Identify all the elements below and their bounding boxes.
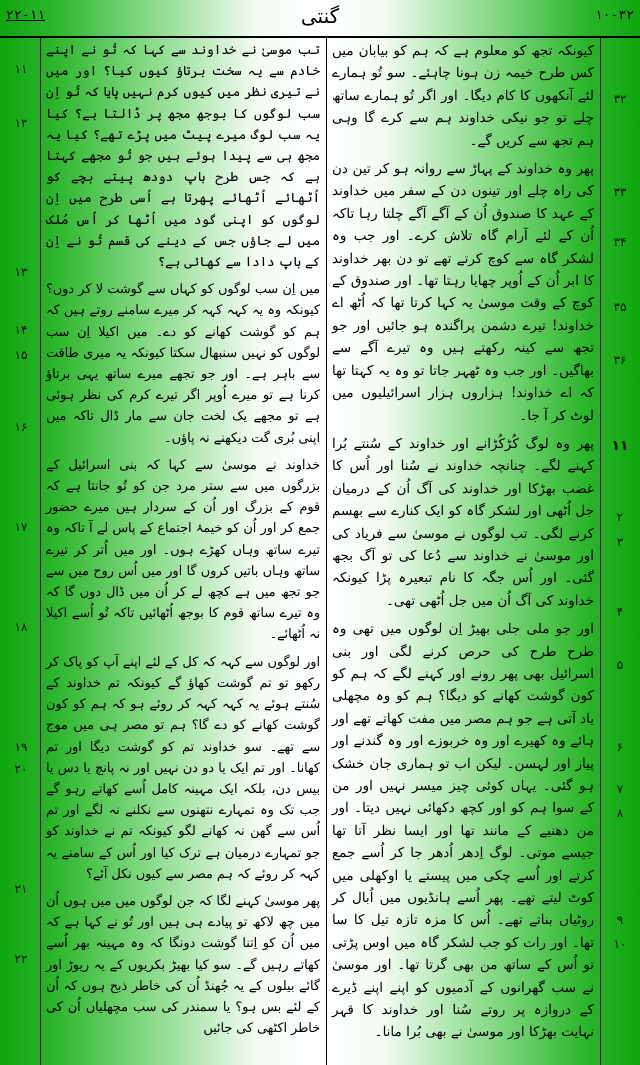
chapter-range-right: ۱۰-۳۲: [594, 8, 634, 23]
paragraph: اور جو ملی جلی بھیڑ اِن لوگوں میں تھی وہ طرح طرح کی حرص کرنے لگی اور بنی اسرائیل بھی پھر رونے اور کہنے لگے کہ ہم کو کون گوشت کھانے کو دیگا؟ ہم کو وہ مچھلی یاد آتی ہے جو ہم مصر میں مفت کھاتے تھے اور ہائے وہ کھیرے اور وہ خربوزے اور وہ گندنے اور پیاز اور لہسن۔ لیکن اب تو ہماری جان خشک ہو گئی۔ یہاں کوئی چیز میسر نہیں اور من کے سوا ہم کو اور کچھ دکھائی نہیں دیتا۔ اور من دھنیے کے مانند تھا اور ایسا نظر آتا تھا جیسے موتی۔ لوگ اِدھر اُدھر جا کر اُسے جمع کرتے اور اُسے چکی میں پیستے یا اوکھلی میں کوٹ لیتے تھے۔ پھر اُسے ہانڈیوں میں اُبال کر روٹیاں بناتے تھے۔ اُس کا مزہ تازہ تیل کا سا تھا۔ اور رات کو جب لشکر گاہ میں اوس پڑتی تو اُس کے ساتھ من بھی گرتا تھا۔ اور موسیٰ نے سب گھرانوں کے آدمیوں کو اپنے اپنے ڈیرے کے دروازہ پر روتے سُنا اور خداوند کا قہر نہایت بھڑکا اور موسیٰ نے بھی بُرا مانا۔: [332, 621, 594, 1041]
verse-number: ۳۶: [613, 353, 627, 367]
verse-number: ۷: [616, 782, 624, 796]
verse-number: ۸: [616, 806, 624, 820]
verse-number: ۱۳: [14, 265, 28, 279]
verse-number: ۲: [616, 510, 624, 524]
verse-number: ۱۴: [14, 323, 28, 337]
verse-number: ۳۲: [613, 92, 627, 106]
verse-number: ۱۰: [613, 937, 627, 951]
verse-number: ۱۵: [14, 348, 28, 362]
paragraph: کیونکہ تجھ کو معلوم ہے کہ ہم کو بیابان میں کس طرح خیمہ زن ہونا چاہئے۔ سو تُو ہمارے لئے آنکھوں کا کام دیگا۔ اور اگر تُو ہمارے ساتھ چلے تو جو نیکی خداوند ہم سے کرے گا وہی ہم تجھ سے کریں گے۔: [332, 43, 594, 149]
column-divider-center: [326, 36, 327, 1065]
verse-number: ۱۱: [14, 62, 28, 76]
column-divider-left: [40, 36, 41, 1065]
right-text-column: [332, 40, 594, 1050]
book-title: گنتی: [300, 4, 340, 28]
verse-number: ۹: [616, 913, 624, 927]
verse-number: ۱۲: [14, 116, 28, 130]
column-divider-right: [600, 36, 601, 1065]
verse-number: ۱۷: [14, 520, 28, 534]
paragraph: پھر وہ لوگ کُڑکُڑانے اور خداوند کے سُنتے بُرا کہنے لگے۔ چنانچہ خداوند نے سُنا اور اُس کا غضب بھڑکا اور خداوند کی آگ اُن کے درمیان جل اُٹھی اور لشکر گاہ کو ایک کنارے سے بھسم کرنے لگی۔ تب لوگوں نے موسیٰ سے فریاد کی اور موسیٰ نے خداوند سے دُعا کی تو آگ بجھ گئی۔ اور اُس جگہ کا نام تبعیرہ پڑا کیونکہ خداوند کی آگ اُن میں جل اُٹھی تھی۔: [332, 435, 594, 609]
page-header: [0, 0, 640, 38]
paragraph: میں اِن سب لوگوں کو کہاں سے گوشت لا کر دوں؟ کیونکہ وہ یہ کہہ کہہ کر میرے سامنے روتے ہیں کہ ہم کو گوشت کھانے کو دے۔ میں اکیلا اِن سب لوگوں کو نہیں سنبھال سکتا کیونکہ یہ میری طاقت سے باہر ہے۔ اور جو تجھے میرے ساتھ یہی برتاؤ کرنا ہے تو میرے اُوپر اگر تیرے کرم کی نظر ہوئی ہے تو مجھے یک لخت جان سے مار ڈال تاکہ میں اپنی بُری گت دیکھنے نہ پاؤں۔: [46, 282, 320, 446]
verse-number: ۱۶: [14, 420, 28, 434]
verse-number: ۱۹: [14, 740, 28, 754]
verse-number: ۳۳: [613, 185, 627, 199]
verse-number: ۱۸: [14, 620, 28, 634]
verse-number: ۳۴: [613, 235, 627, 249]
verse-number: ۲۰: [14, 762, 28, 776]
verse-number: ۳: [616, 535, 624, 549]
paragraph: اور لوگوں سے کہہ کہ کل کے لئے اپنے آپ کو پاک کر رکھو تو تم گوشت کھاؤ گے کیونکہ تم خداوند کے سُنتے ہوئے یہ کہہ کہہ کر روئے ہو کہ ہم کو کون گوشت کھانے کو دے گا؟ ہم تو مصر ہی میں موج سے تھے۔ سو خداوند تم کو گوشت دیگا اور تم کھانا۔ اور تم ایک یا دو دن نہیں اور نہ پانچ یا دس یا بیس دن، بلکہ ایک مہینہ کامل اُسے کھاتے رہو گے جب تک وہ تمہارے نتھنوں سے نکلنے نہ لگے اور تم اُس سے گھن نہ کھانے لگو کیونکہ تم نے خداوند کو جو تمہارے درمیان ہے ترک کیا اور اُس کے سامنے یہ کہہ کر روئے کہ ہم مصر سے کیوں نکل آئے؟: [46, 654, 320, 882]
verse-number: ۵: [616, 658, 624, 672]
left-text-column: [46, 40, 320, 1045]
verse-number: ۳۵: [613, 300, 627, 314]
paragraph: تب موسیٰ نے خداوند سے کہا کہ تُو نے اپنے خادم سے یہ سخت برتاؤ کیوں کیا؟ اور میں نے تیری نظر میں کیوں کرم نہیں پایا کہ تُو اِن سب لوگوں کا بوجھ مجھ پر ڈالتا ہے؟ کیا یہ سب لوگ میرے پیٹ میں پڑے تھے؟ کیا یہ مجھ ہی سے پیدا ہوئے ہیں جو تُو مجھے کہتا ہے کہ جس طرح باپ دودھ پیتے بچے کو اُٹھائے اُٹھائے پھرتا ہے اُسی طرح میں اِن لوگوں کو اپنی گود میں اُٹھا کر اُس مُلک میں لے جاؤں جس کے دینے کی قسم تُو نے اِن کے باپ دادا سے کھائی ہے؟: [46, 43, 320, 271]
verse-number: ۴: [616, 605, 624, 619]
verse-number: ۲۲: [14, 952, 28, 966]
verse-number: ۶: [616, 740, 624, 754]
chapter-range-left: ۲۲-۱۱: [6, 8, 46, 23]
verse-number: ۲۱: [14, 882, 28, 896]
paragraph: خداوند نے موسیٰ سے کہا کہ بنی اسرائیل کے بزرگوں میں سے ستر مرد جن کو تُو جانتا ہے کہ قوم کے بزرگ اور اُن کے سردار ہیں میرے حضور جمع کر اور اُن کو خیمۂ اجتماع کے پاس لے آ تاکہ وہ تیرے ساتھ وہاں کھڑے ہوں۔ اور میں اُتر کر تیرے ساتھ وہاں باتیں کروں گا اور میں اُس روح میں سے جو تجھ میں ہے کچھ لے کر اُن میں ڈال دوں گا کہ وہ تیرے ساتھ قوم کا بوجھ اُٹھائیں تاکہ تُو اُسے اکیلا نہ اُٹھائے۔: [46, 457, 320, 643]
chapter-number: ۱۱: [611, 438, 629, 454]
paragraph: پھر وہ خداوند کے پہاڑ سے روانہ ہو کر تین دن کی راہ چلے اور تینوں دن کے سفر میں خداوند کے عہد کا صندوق اُن کے آگے آگے چلتا رہا تاکہ اُن کے لئے آرام گاہ تلاش کرے۔ اور جب وہ لشکر گاہ سے کوچ کرتے تھے تو دن بھر خداوند کا ابر اُن کے اُوپر چھایا رہتا تھا۔ اور صندوق کے کوچ کے وقت موسیٰ یہ کہا کرتا تھا کہ اُٹھ اے خداوند! تیرے دشمن پراگندہ ہو جائیں اور جو تجھ سے کینہ رکھتے ہیں وہ تیرے آگے سے بھاگیں۔ اور جب وہ ٹھہر جاتا تو وہ یہ کہتا تھا کہ اے خداوند! ہزاروں ہزار اسرائیلیوں میں لوٹ کر آ جا۔: [332, 161, 594, 424]
paragraph: پھر موسیٰ کہنے لگا کہ جن لوگوں میں میں ہوں اُن میں چھ لاکھ تو پیادے ہی ہیں اور تُو نے کہا ہے کہ میں اُن کو اِتنا گوشت دونگا کہ وہ مہینہ بھر اُسے کھاتے رہیں گے۔ سو کیا بھیڑ بکریوں کے یہ ریوڑ اور گائے بیلوں کے یہ جُھنڈ اُن کی خاطر ذبح ہوں کہ اُن کے لئے بس ہو؟ یا سمندر کی سب مچھلیاں اُن کی خاطر اکٹھی کی جائیں: [46, 893, 320, 1037]
